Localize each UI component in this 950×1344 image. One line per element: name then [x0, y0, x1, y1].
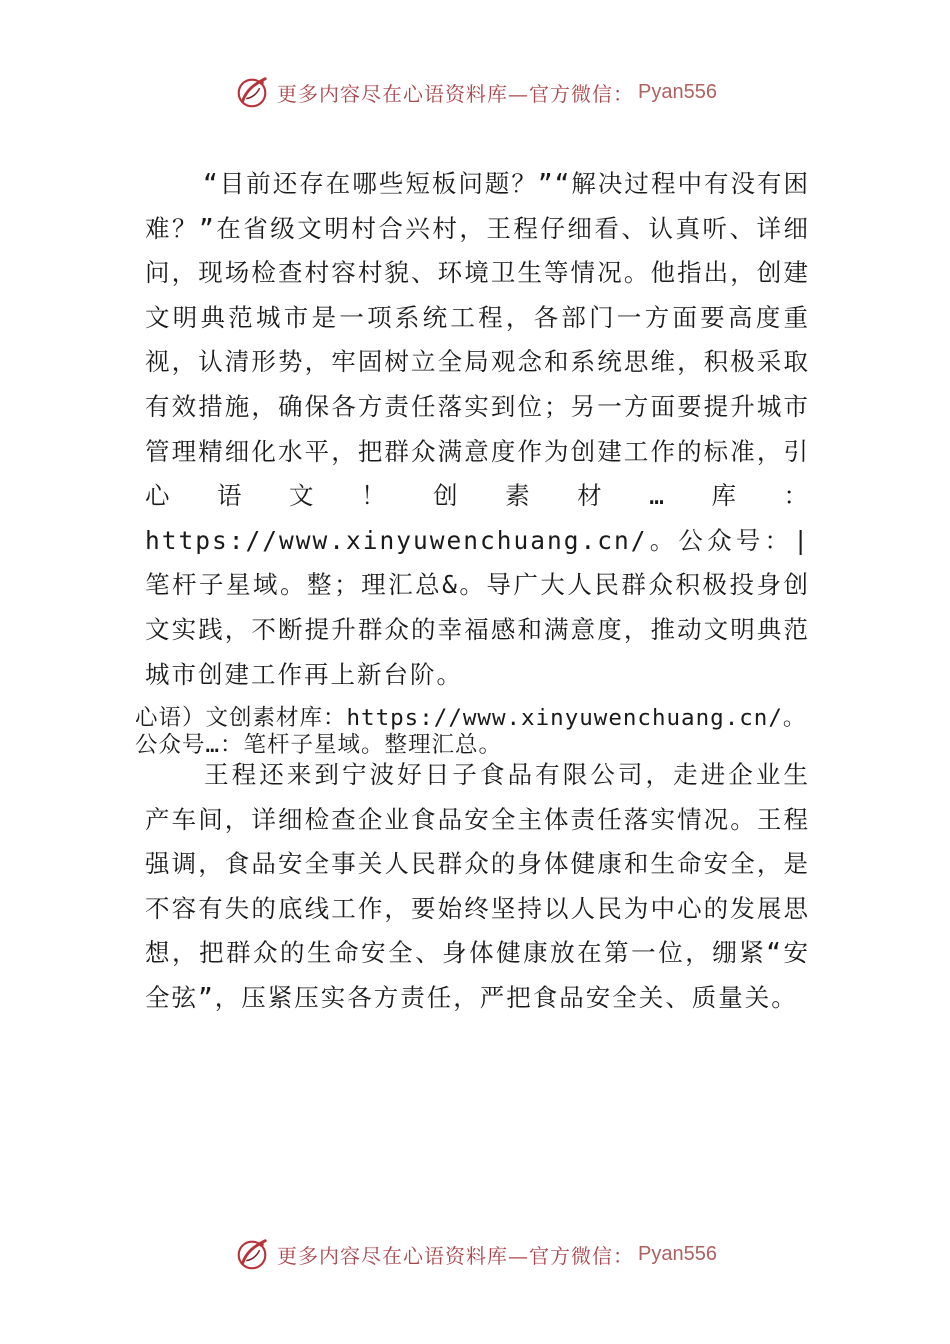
header-banner-text: 更多内容尽在心语资料库—官方微信：: [277, 81, 635, 106]
paragraph-2-text: 王程还来到宁波好日子食品有限公司，走进企业生产车间，详细检查企业食品安全主体责任落实情况。王程强调，食品安全事关人民群众的身体健康和生命安全，是不容有失的底线工作，要始终坚持以人民为中心的发展思想，把群众的生命安全、身体健康放在第一位，绷紧“安全弦”，压紧压实各方责任，严把食品安全关、质量关。: [145, 760, 810, 1012]
fragment-line-1: 心语）文创素材库：https://www.xinyuwenchuang.cn/。: [135, 705, 807, 731]
footer-wechat-id: Pyan556: [638, 1242, 717, 1265]
footer-banner-text: 更多内容尽在心语资料库—官方微信：: [277, 1243, 635, 1268]
fragment-line-2: 公众号…：笔杆子星域。整理汇总。: [135, 732, 503, 758]
body-paragraph-1: [145, 162, 810, 697]
body-paragraph-2: [145, 753, 810, 1021]
logo-icon: [233, 1235, 271, 1273]
footer-banner: [0, 1232, 950, 1276]
header-wechat-id: Pyan556: [638, 80, 717, 103]
paragraph-1-text: “目前还存在哪些短板问题？”“解决过程中有没有困难？”在省级文明村合兴村，王程仔细看、认真听、详细问，现场检查村容村貌、环境卫生等情况。他指出，创建文明典范城市是一项系统工程，各部门一方面要高度重视，认清形势，牢固树立全局观念和系统思维，积极采取有效措施，确保各方责任落实到位；另一方面要提升城市管理精细化水平，把群众满意度作为创建工作的标准，引心语文！创素材…库：https://www.xinyuwenchuang.cn/。公众号：|笔杆子星域。整；理汇总&。导广大人民群众积极投身创文实践，不断提升群众的幸福感和满意度，推动文明典范城市创建工作再上新台阶。: [145, 169, 810, 689]
header-banner: [0, 70, 950, 114]
logo-icon: [233, 73, 271, 111]
